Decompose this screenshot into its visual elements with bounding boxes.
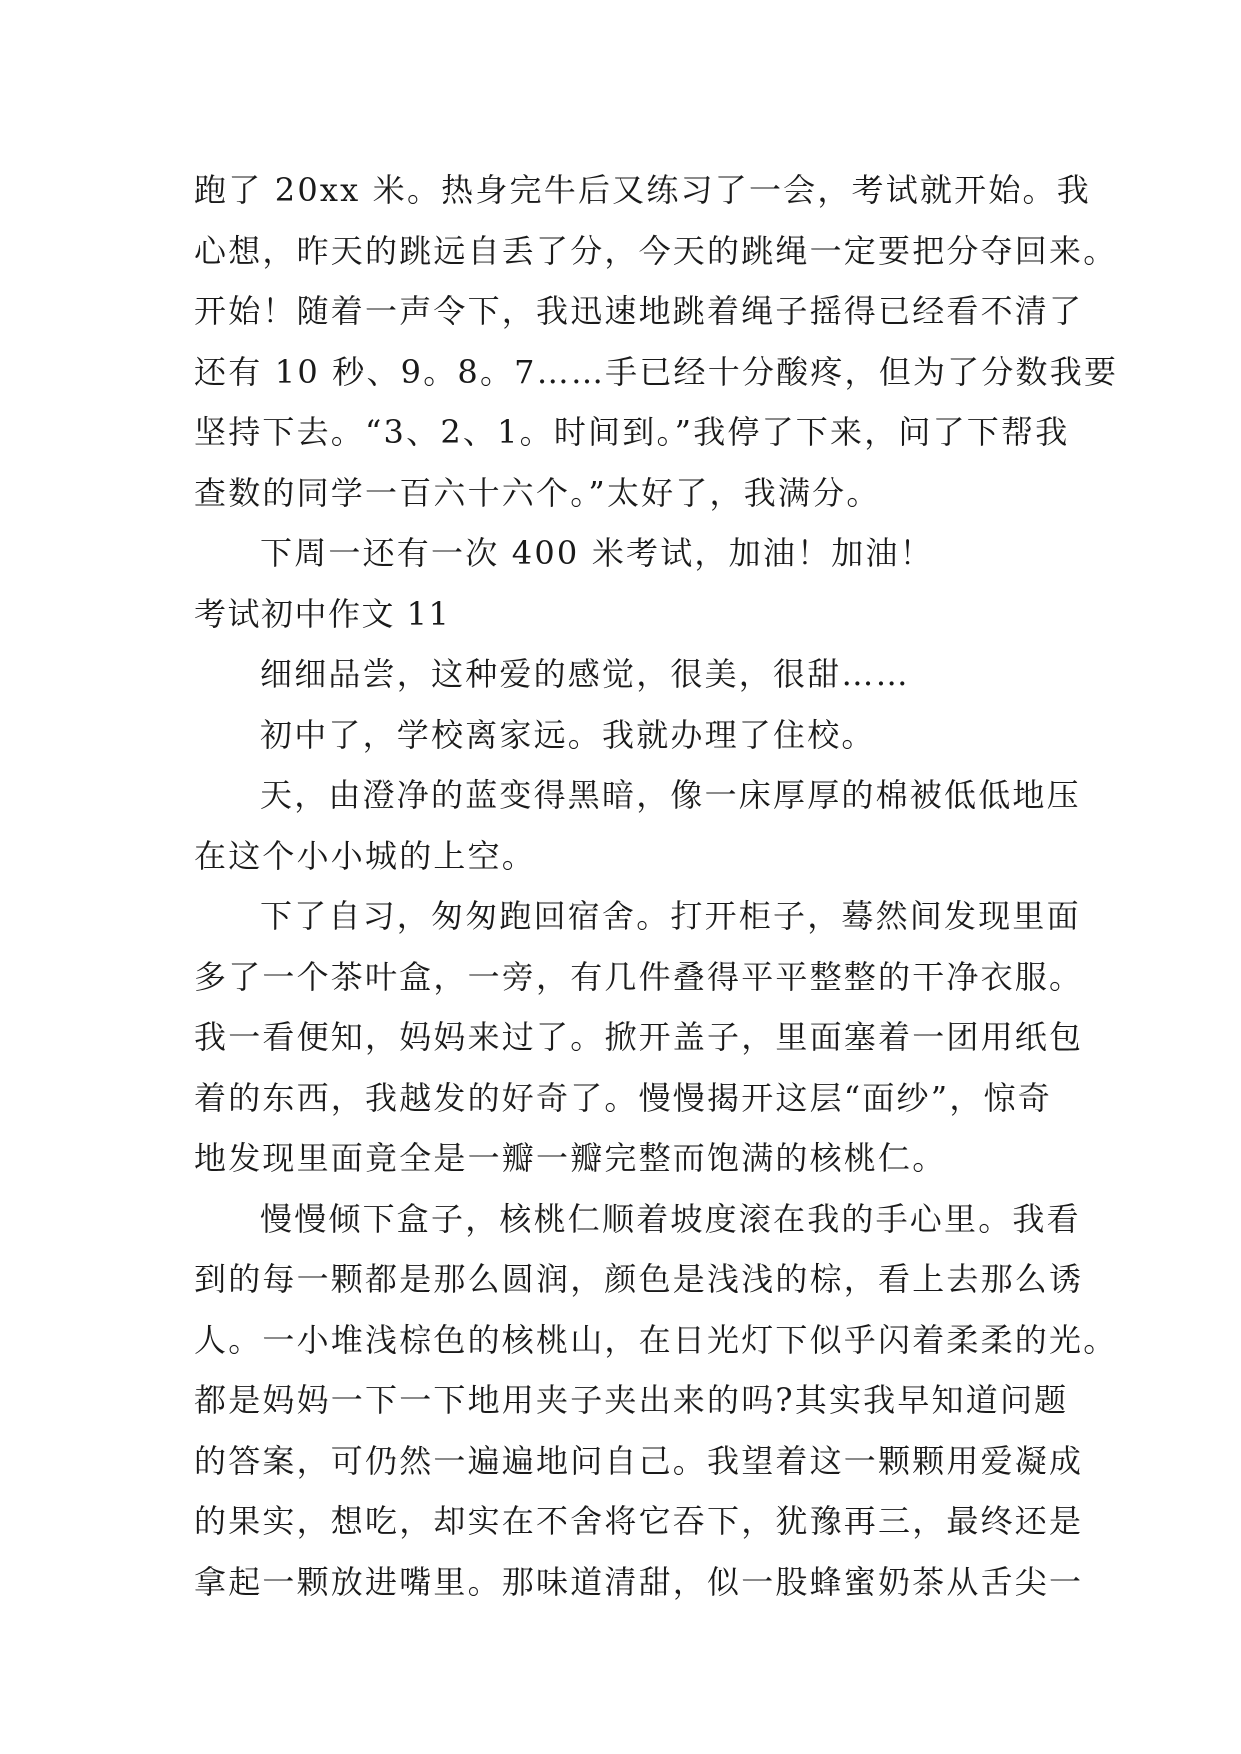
text-line: 着的东西，我越发的好奇了。慢慢揭开这层“面纱”，惊奇 [194, 1078, 1052, 1117]
text-line: 的答案，可仍然一遍遍地问自己。我望着这一颗颗用爱凝成 [194, 1441, 1084, 1480]
text-line: 天，由澄净的蓝变得黑暗，像一床厚厚的棉被低低地压 [260, 776, 1081, 814]
text-line: 初中了，学校离家远。我就办理了住校。 [260, 715, 876, 754]
text-line: 人。一小堆浅棕色的核桃山，在日光灯下似乎闪着柔柔的光。 [194, 1320, 1118, 1359]
text-line: 地发现里面竟全是一瓣一瓣完整而饱满的核桃仁。 [194, 1139, 947, 1177]
text-line: 查数的同学一百六十六个。”太好了，我满分。 [194, 473, 881, 512]
text-line: 到的每一颗都是那么圆润，颜色是浅浅的棕，看上去那么诱 [194, 1260, 1084, 1298]
text-line: 跑了 20xx 米。热身完牛后又练习了一会，考试就开始。我 [194, 171, 1091, 209]
text-line: 下了自习，匆匆跑回宿舍。打开柜子，蓦然间发现里面 [260, 897, 1081, 935]
text-line: 拿起一颗放进嘴里。那味道清甜，似一股蜂蜜奶茶从舌尖一 [194, 1562, 1084, 1601]
text-line: 坚持下去。“3、2、1。时间到。”我停了下来，问了下帮我 [194, 413, 1070, 451]
text-line: 心想，昨天的跳远自丢了分，今天的跳绳一定要把分夺回来。 [194, 231, 1118, 270]
text-line: 我一看便知，妈妈来过了。掀开盖子，里面塞着一团用纸包 [194, 1018, 1084, 1056]
section-heading: 考试初中作文 11 [194, 594, 451, 633]
text-line: 都是妈妈一下一下地用夹子夹出来的吗?其实我早知道问题 [194, 1381, 1069, 1419]
text-line: 细细品尝，这种爱的感觉，很美，很甜…… [260, 655, 910, 693]
text-line: 下周一还有一次 400 米考试，加油！加油！ [260, 534, 934, 572]
text-line: 还有 10 秒、9。8。7……手已经十分酸疼，但为了分数我要 [194, 352, 1119, 391]
text-line: 慢慢倾下盒子，核桃仁顺着坡度滚在我的手心里。我看 [260, 1199, 1081, 1238]
text-line: 开始！随着一声令下，我迅速地跳着绳子摇得已经看不清了 [194, 292, 1084, 330]
text-line: 多了一个茶叶盒，一旁，有几件叠得平平整整的干净衣服。 [194, 957, 1084, 996]
text-line: 在这个小小城的上空。 [194, 836, 537, 875]
document-body [194, 160, 1119, 1612]
text-line: 的果实，想吃，却实在不舍将它吞下，犹豫再三，最终还是 [194, 1502, 1084, 1540]
